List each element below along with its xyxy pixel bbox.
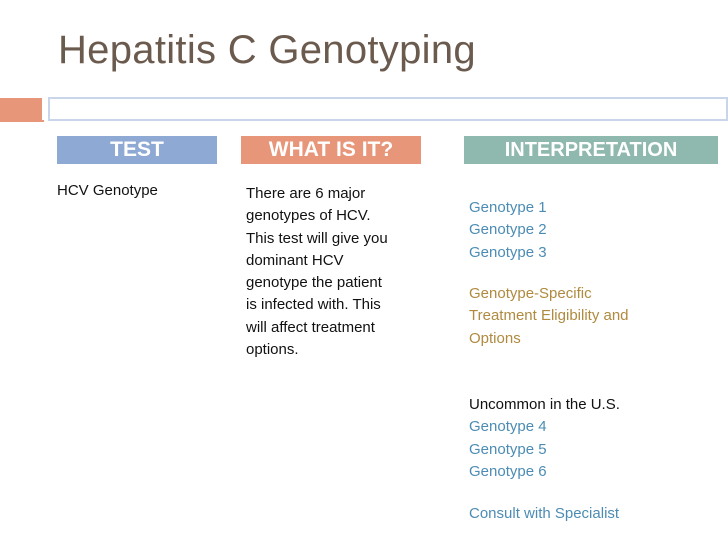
title-rule bbox=[48, 97, 728, 121]
what-line: genotype the patient bbox=[246, 274, 382, 292]
accent-line bbox=[0, 120, 44, 122]
what-is-it-cell bbox=[246, 183, 436, 361]
slide-title: Hepatitis C Genotyping bbox=[58, 28, 476, 72]
what-line: options. bbox=[246, 341, 299, 359]
what-line: will affect treatment bbox=[246, 318, 375, 336]
genotype-item: Genotype 2 bbox=[469, 221, 547, 239]
note-line: Genotype-Specific bbox=[469, 285, 592, 302]
interp-common-genotypes bbox=[469, 197, 547, 264]
note-line: Treatment Eligibility and bbox=[469, 307, 629, 325]
genotype-item: Genotype 1 bbox=[469, 199, 547, 216]
interp-uncommon-note: Consult with Specialist bbox=[469, 505, 620, 522]
what-line: This test will give you bbox=[246, 229, 388, 247]
genotype-item: Genotype 5 bbox=[469, 440, 547, 458]
genotype-item: Genotype 4 bbox=[469, 418, 547, 436]
interp-uncommon-genotypes bbox=[469, 394, 620, 483]
what-line: genotypes of HCV. bbox=[246, 207, 371, 225]
header-test: TEST bbox=[57, 136, 217, 164]
header-interpretation: INTERPRETATION bbox=[464, 136, 718, 164]
what-line: dominant HCV bbox=[246, 251, 344, 269]
what-line: is infected with. This bbox=[246, 296, 381, 314]
accent-square bbox=[0, 98, 42, 120]
interp-common-note bbox=[469, 283, 629, 350]
test-cell: HCV Genotype bbox=[57, 182, 158, 199]
genotype-item: Genotype 6 bbox=[469, 462, 547, 480]
uncommon-label: Uncommon in the U.S. bbox=[469, 396, 620, 413]
what-line: There are 6 major bbox=[246, 185, 366, 202]
header-what-is-it: WHAT IS IT? bbox=[241, 136, 421, 164]
genotype-item: Genotype 3 bbox=[469, 243, 547, 261]
note-line: Options bbox=[469, 329, 521, 347]
